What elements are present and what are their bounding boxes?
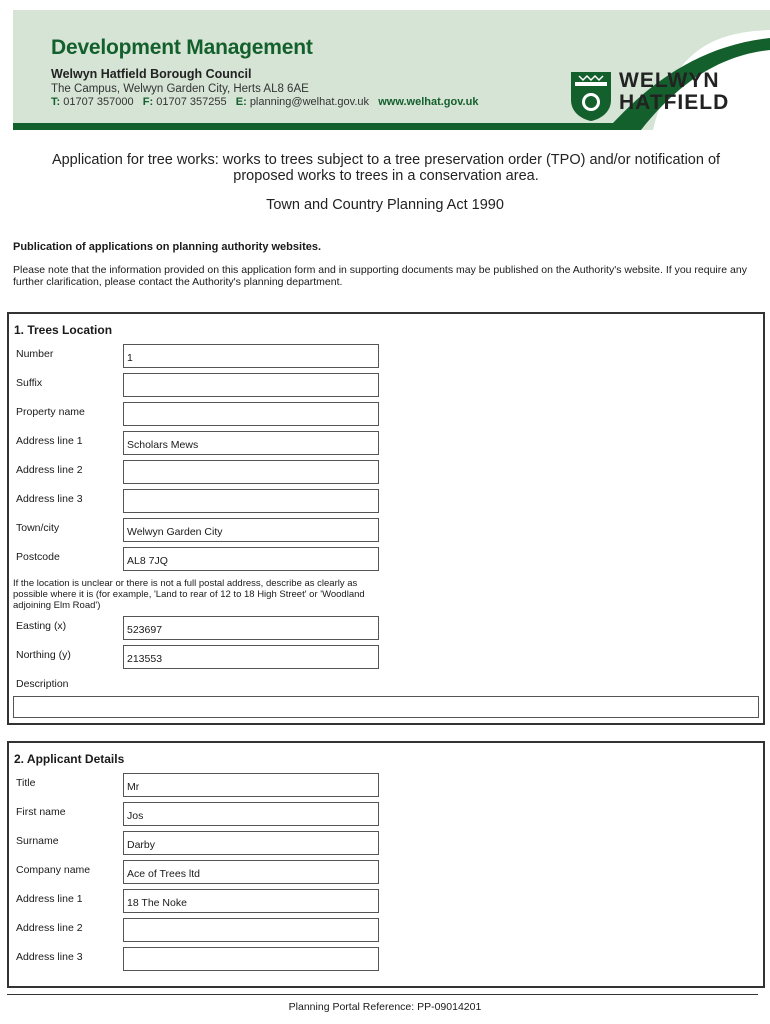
description-field[interactable] <box>13 696 759 718</box>
property-name-field[interactable] <box>123 402 379 426</box>
location-hint: If the location is unclear or there is not a full postal address, describe as clearly as possible where it is (for example, 'Land to rear of 12 to 18 High Street' or 'Woodland adjoining Elm Road') <box>13 578 365 611</box>
phone-key: T: <box>51 96 61 108</box>
northing-field[interactable]: 213553 <box>123 645 379 669</box>
field-label-easting: Easting (x) <box>16 620 67 632</box>
company-name-field[interactable]: Ace of Trees ltd <box>123 860 379 884</box>
field-label-address-line-1: Address line 1 <box>16 893 83 905</box>
council-name: Welwyn Hatfield Borough Council <box>51 67 252 81</box>
fax-key: F: <box>142 96 154 108</box>
footer-divider <box>7 994 758 995</box>
field-label-postcode: Postcode <box>16 551 60 563</box>
field-label-address-line-3: Address line 3 <box>16 951 83 963</box>
suffix-field[interactable] <box>123 373 379 397</box>
address-line-3-field[interactable] <box>123 489 379 513</box>
field-label-property-name: Property name <box>16 406 85 418</box>
field-label-suffix: Suffix <box>16 377 43 389</box>
portal-reference: Planning Portal Reference: PP-09014201 <box>288 1001 482 1013</box>
field-label-surname: Surname <box>16 835 59 847</box>
council-address: The Campus, Welwyn Garden City, Herts AL8 6AE <box>51 83 309 95</box>
address-line-1-field[interactable]: 18 The Noke <box>123 889 379 913</box>
easting-field[interactable]: 523697 <box>123 616 379 640</box>
field-label-description: Description <box>16 678 69 690</box>
field-label-address-line-2: Address line 2 <box>16 464 83 476</box>
contact-line <box>51 96 478 108</box>
trees-location-section <box>7 312 765 725</box>
website-link[interactable]: www.welhat.gov.uk <box>378 96 479 108</box>
field-label-address-line-3: Address line 3 <box>16 493 83 505</box>
council-crest-icon <box>569 70 613 122</box>
form-title: Application for tree works: works to trees subject to a tree preservation order (TPO) and/or notification of proposed works to trees in a conservation area. <box>51 152 721 184</box>
section-title: 1. Trees Location <box>14 323 113 337</box>
first-name-field[interactable]: Jos <box>123 802 379 826</box>
town-city-field[interactable]: Welwyn Garden City <box>123 518 379 542</box>
field-label-northing: Northing (y) <box>16 649 71 661</box>
address-line-2-field[interactable] <box>123 460 379 484</box>
address-line-3-field[interactable] <box>123 947 379 971</box>
phone-number: 01707 357000 <box>63 96 134 108</box>
email-key: E: <box>235 96 247 108</box>
act-reference: Town and Country Planning Act 1990 <box>266 197 504 213</box>
field-label-number: Number <box>16 348 54 360</box>
applicant-details-section <box>7 741 765 988</box>
field-label-address-line-1: Address line 1 <box>16 435 83 447</box>
section-title: 2. Applicant Details <box>14 752 125 766</box>
field-label-company-name: Company name <box>16 864 91 876</box>
number-field[interactable]: 1 <box>123 344 379 368</box>
field-label-town-city: Town/city <box>16 522 60 534</box>
letterhead <box>13 10 770 130</box>
surname-field[interactable]: Darby <box>123 831 379 855</box>
publication-note: Please note that the information provided on this application form and in supporting documents may be published on the Authority's website. If you require any further clarification, please contact the Authority's planning department. <box>13 264 747 288</box>
postcode-field[interactable]: AL8 7JQ <box>123 547 379 571</box>
field-label-title: Title <box>16 777 36 789</box>
address-line-1-field[interactable]: Scholars Mews <box>123 431 379 455</box>
email-address[interactable]: planning@welhat.gov.uk <box>249 96 370 108</box>
logo-line-1: WELWYN <box>619 69 720 92</box>
publication-heading: Publication of applications on planning authority websites. <box>13 241 322 253</box>
field-label-first-name: First name <box>16 806 66 818</box>
address-line-2-field[interactable] <box>123 918 379 942</box>
council-logo-wordmark <box>619 70 729 114</box>
title-field[interactable]: Mr <box>123 773 379 797</box>
logo-line-2: HATFIELD <box>619 91 730 114</box>
fax-number: 01707 357255 <box>156 96 227 108</box>
field-label-address-line-2: Address line 2 <box>16 922 83 934</box>
letterhead-title: Development Management <box>51 36 313 59</box>
